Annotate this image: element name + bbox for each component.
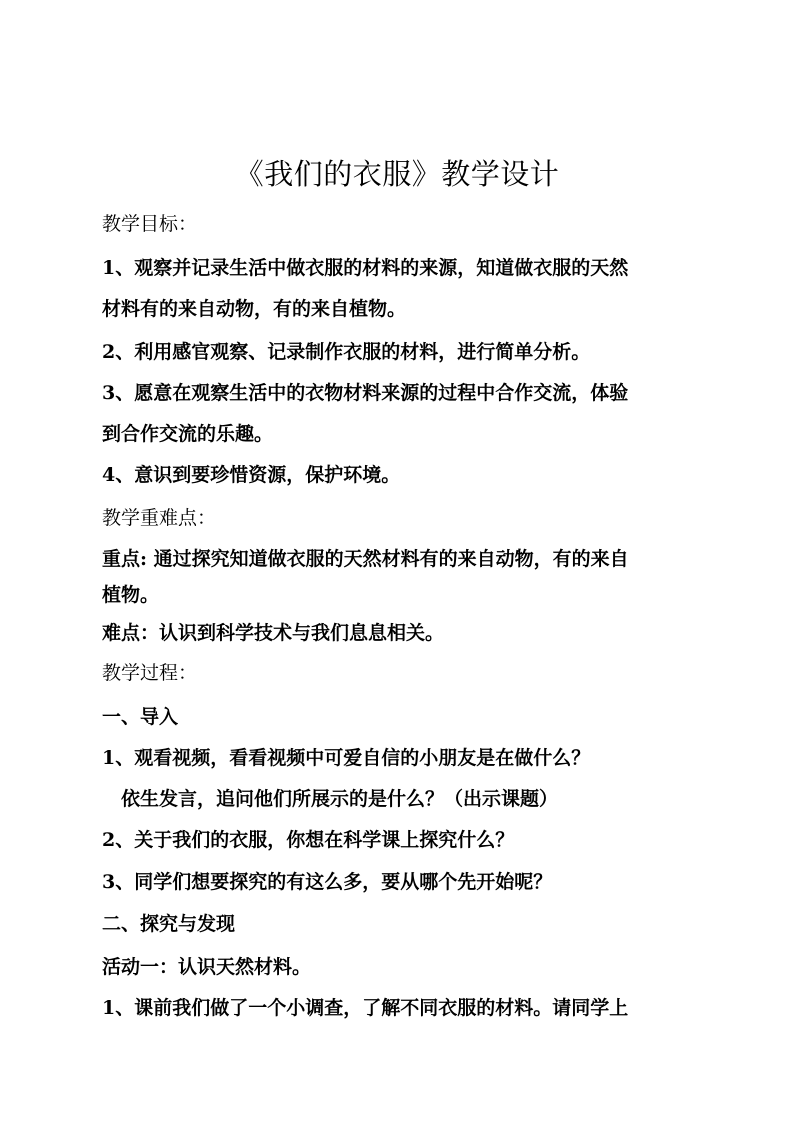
paragraph-line: 植物。: [102, 584, 160, 606]
paragraph-line: 2、利用感官观察、记录制作衣服的材料，进行简单分析。: [102, 341, 591, 363]
activity-heading: 活动一：认识天然材料。: [102, 956, 312, 978]
subsection-heading: 一、导入: [102, 706, 179, 728]
document-title: 《我们的衣服》教学设计: [234, 157, 560, 191]
paragraph-line: 难点：认识到科学技术与我们息息相关。: [102, 622, 445, 644]
paragraph-line: 1、课前我们做了一个小调查，了解不同衣服的材料。请同学上: [102, 997, 629, 1019]
paragraph-line: 依生发言，追问他们所展示的是什么？（出示课题）: [121, 788, 559, 810]
paragraph-line: 材料有的来自动物，有的来自植物。: [102, 298, 407, 320]
paragraph-line: 3、同学们想要探究的有这么多，要从哪个先开始呢？: [102, 871, 553, 893]
section-heading-objectives: 教学目标：: [102, 213, 198, 235]
paragraph-line: 重点: 通过探究知道做衣服的天然材料有的来自动物，有的来自: [102, 548, 629, 570]
paragraph-line: 到合作交流的乐趣。: [102, 423, 274, 445]
paragraph-line: 4、意识到要珍惜资源，保护环境。: [102, 464, 401, 486]
paragraph-line: 1、观看视频，看看视频中可爱自信的小朋友是在做什么？: [102, 747, 591, 769]
section-heading-key-points: 教学重难点：: [102, 507, 217, 529]
paragraph-line: 3、愿意在观察生活中的衣物材料来源的过程中合作交流，体验: [102, 382, 629, 404]
paragraph-line: 1、观察并记录生活中做衣服的材料的来源，知道做衣服的天然: [102, 257, 629, 279]
paragraph-line: 2、关于我们的衣服，你想在科学课上探究什么？: [102, 829, 515, 851]
section-heading-process: 教学过程：: [102, 662, 198, 684]
subsection-heading: 二、探究与发现: [102, 913, 236, 935]
